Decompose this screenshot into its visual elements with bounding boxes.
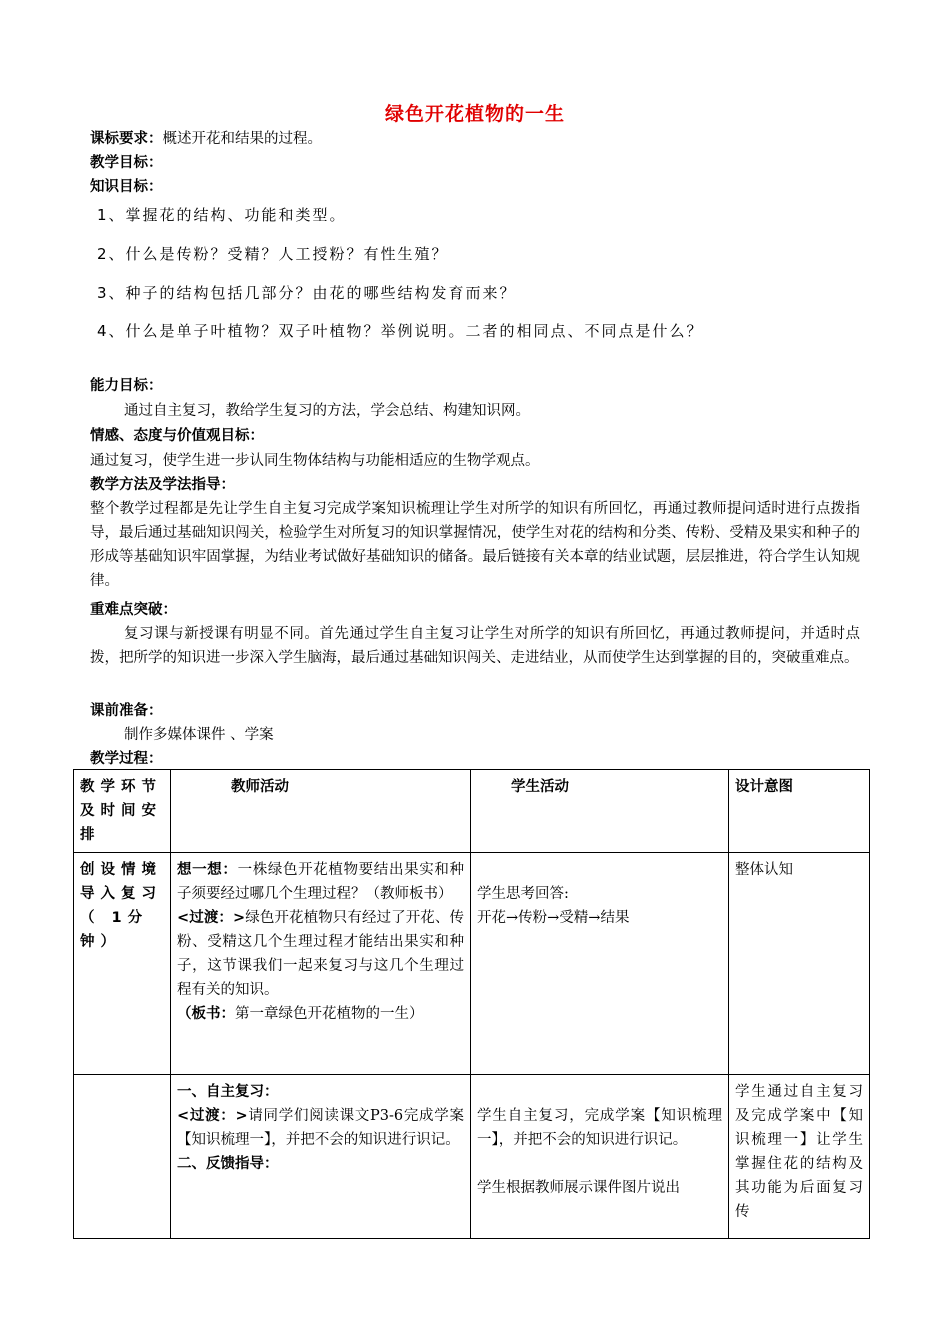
student-explain-text: 学生根据教师展示课件图片说出 <box>477 1180 680 1196</box>
teacher-activity-cell <box>171 1075 471 1239</box>
stage-cell <box>74 1075 171 1239</box>
ability-goals-heading: 能力目标： <box>90 378 163 394</box>
preparation-text: 制作多媒体课件 、学案 <box>124 727 274 743</box>
student-activity-cell <box>471 853 729 1075</box>
header-student: 学生活动 <box>471 770 729 853</box>
table-row <box>74 1075 870 1239</box>
table-row <box>74 853 870 1075</box>
knowledge-item: 1、掌握花的结构、功能和类型。 <box>97 206 347 224</box>
feedback-heading: 二、反馈指导： <box>177 1156 279 1172</box>
curriculum-requirement <box>90 130 322 148</box>
board-label: （板书： <box>177 1006 235 1022</box>
think-label: 想一想： <box>177 862 238 878</box>
process-heading: 教学过程： <box>90 751 163 767</box>
stage-cell: 创设情境导入复习（ 1分钟） <box>74 853 171 1075</box>
knowledge-goals-heading: 知识目标： <box>90 179 163 195</box>
ability-goals-text: 通过自主复习，教给学生复习的方法，学会总结、构建知识网。 <box>124 403 530 419</box>
teaching-process-table <box>73 769 870 1239</box>
teacher-activity-cell <box>171 853 471 1075</box>
emotion-goals-text: 通过复习，使学生进一步认同生物体结构与功能相适应的生物学观点。 <box>90 453 540 469</box>
self-review-heading: 一、自主复习： <box>177 1084 279 1100</box>
header-intent: 设计意图 <box>729 770 870 853</box>
transition-label: <过渡：> <box>177 1108 248 1124</box>
preparation-heading: 课前准备： <box>90 703 163 719</box>
knowledge-item: 3、种子的结构包括几部分？由花的哪些结构发育而来？ <box>97 284 517 302</box>
transition-text: 绿色开花植物只有经过了开花、传粉、受精这几个生理过程才能结出果实和种子，这节课我们一起来复习与这几个生理过程有关的知识。 <box>177 910 464 998</box>
student-answer: 开花→传粉→受精→结果 <box>477 910 630 926</box>
curriculum-requirement-text: 概述开花和结果的过程。 <box>162 131 322 147</box>
board-text: 第一章绿色开花植物的一生） <box>235 1006 424 1022</box>
key-difficulty-text: 复习课与新授课有明显不同。首先通过学生自主复习让学生对所学的知识有所回忆，再通过教师提问，并适时点拨，把所学的知识进一步深入学生脑海，最后通过基础知识闯关、走进结业，从而使学生达到掌握的目的，突破重难点。 <box>90 626 860 666</box>
table-header-row <box>74 770 870 853</box>
header-teacher: 教师活动 <box>171 770 471 853</box>
transition-label: <过渡：> <box>177 910 246 926</box>
think-text: 一株绿色开花植物要结出果实和种子须要经过哪几个生理过程？（教师板书） <box>177 862 465 902</box>
intent-cell: 整体认知 <box>729 853 870 1075</box>
method-heading: 教学方法及学法指导： <box>90 477 235 493</box>
header-stage: 教学环节及时间安排 <box>74 770 171 853</box>
student-activity-cell <box>471 1075 729 1239</box>
knowledge-item: 2、什么是传粉？受精？人工授粉？有性生殖？ <box>97 245 449 263</box>
emotion-goals-heading: 情感、态度与价值观目标： <box>90 428 264 444</box>
student-answer-prompt: 学生思考回答: <box>477 886 569 902</box>
student-review-text: 学生自主复习，完成学案【知识梳理一】，并把不会的知识进行识记。 <box>477 1108 722 1148</box>
method-text: 整个教学过程都是先让学生自主复习完成学案知识梳理让学生对所学的知识有所回忆，再通过教师提问适时进行点拨指导，最后通过基础知识闯关，检验学生对所复习的知识掌握情况，使学生对花的结构和分类、传粉、受精及果实和种子的形成等基础知识牢固掌握，为结业考试做好基础知识的储备。最后链接有关本章的结业试题，层层推进，符合学生认知规律。 <box>90 501 860 589</box>
curriculum-requirement-label: 课标要求： <box>90 131 163 147</box>
knowledge-item: 4、什么是单子叶植物？双子叶植物？举例说明。二者的相同点、不同点是什么？ <box>97 322 704 340</box>
transition-text: 请同学们阅读课文P3-6完成学案【知识梳理一】，并把不会的知识进行识记。 <box>177 1108 464 1148</box>
key-difficulty-heading: 重难点突破： <box>90 602 177 618</box>
document-title: 绿色开花植物的一生 <box>384 103 565 125</box>
teaching-goals-heading: 教学目标： <box>90 155 163 171</box>
intent-cell: 学生通过自主复习及完成学案中【知识梳理一】让学生掌握住花的结构及其功能为后面复习传 <box>729 1075 870 1239</box>
